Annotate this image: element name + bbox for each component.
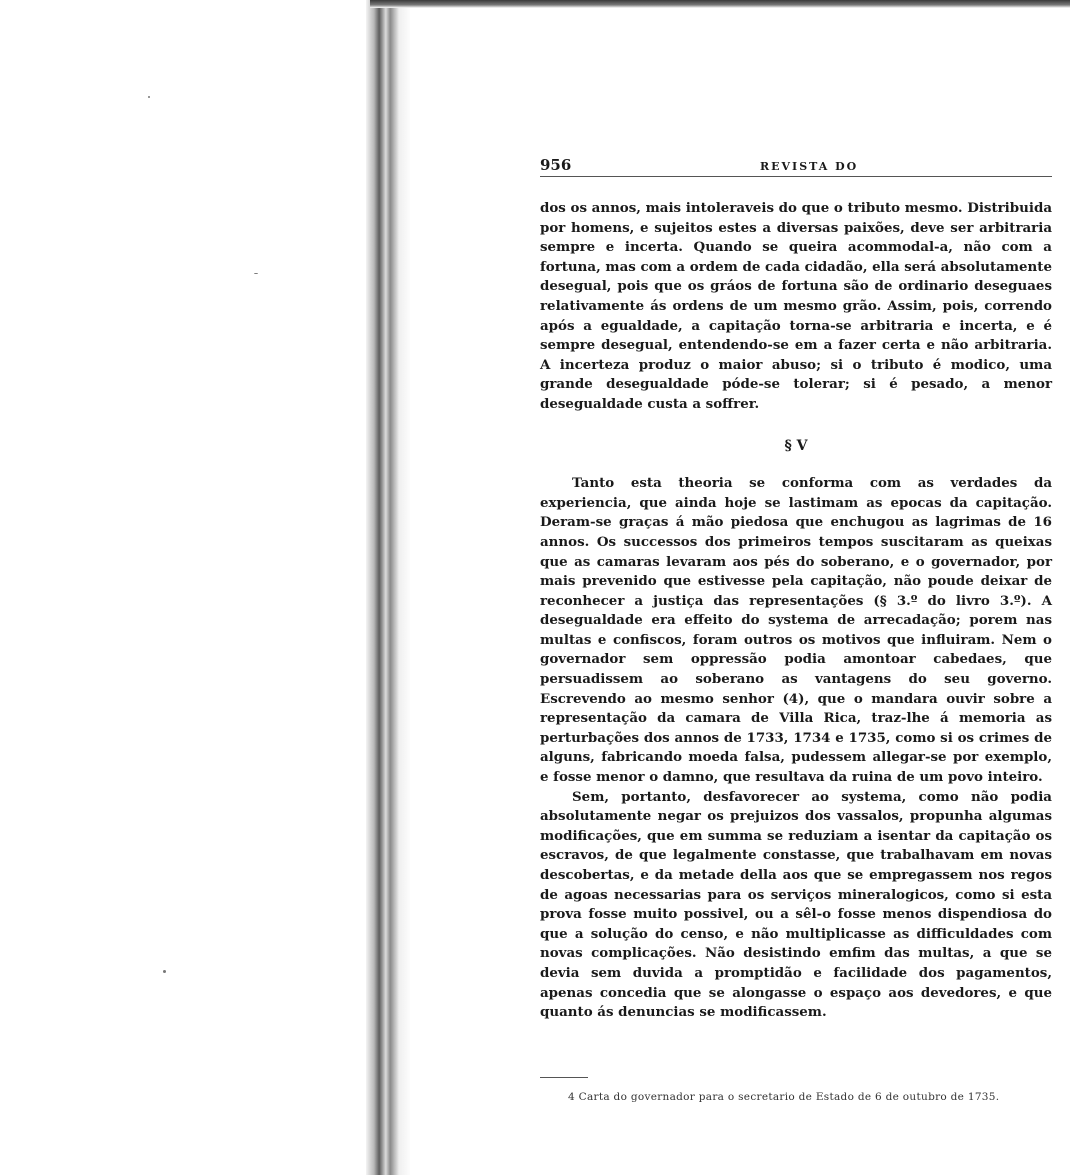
scan-top-edge	[370, 0, 1070, 8]
paragraph: Tanto esta theoria se conforma com as verdades da experiencia, que ainda hoje se lastimam as epocas da capitação. Deram-se graças á mão piedosa que enchugou as lagrimas de 16 annos. Os successos dos primeiros tempos suscitaram as queixas que as camaras levaram aos pés do soberano, e o governador, por mais prevenido que estivesse pela capitação, não poude deixar de reconhecer a justiça das representações (§ 3.º do livro 3.º). A desegualdade era effeito do systema de arrecadação; porem nas multas e confiscos, foram outros os motivos que influiram. Nem o governador sem oppressão podia amontoar cabedaes, que persuadissem ao soberano as vantagens do seu governo. Escrevendo ao mesmo senhor (4), que o mandara ouvir sobre a representação da camara de Villa Rica, traz-lhe á memoria as perturbações dos annos de 1733, 1734 e 1735, como si os crimes de alguns, fabricando moeda falsa, pudessem allegar-se por exemplo, e fosse menor o damno, que resultava da ruina de um povo inteiro.	[540, 475, 1052, 786]
paper-speck	[163, 970, 166, 973]
footnote: 4 Carta do governador para o secretario de Estado de 6 de outubro de 1735.	[568, 1090, 1000, 1103]
paper-speck	[254, 273, 258, 274]
body-text	[540, 199, 1052, 1023]
book-gutter	[366, 0, 410, 1175]
paper-speck	[148, 96, 150, 98]
page-number: 956	[540, 156, 572, 174]
paragraph-continued: dos os annos, mais intoleraveis do que o tributo mesmo. Distribuida por homens, e sujeitos estes a diversas paixões, deve ser arbitraria sempre e incerta. Quando se queira acommodal-a, não com a fortuna, mas com a ordem de cada cidadão, ella será absolutamente desegual, pois que os gráos de fortuna são de ordinario deseguaes relativamente ás ordens de um mesmo grão. Assim, pois, correndo após a egualdade, a capitação torna-se arbitraria e incerta, e é sempre desegual, entendendo-se em a fazer certa e não arbitraria. A incerteza produz o maior abuso; si o tributo é modico, uma grande desegualdade póde-se tolerar; si é pesado, a menor desegualdade custa a soffrer.	[540, 200, 1052, 412]
page-header	[540, 150, 1052, 177]
footnote-divider	[540, 1077, 588, 1078]
running-head: REVISTA DO	[760, 160, 859, 173]
book-page	[540, 150, 1052, 1105]
paragraph: Sem, portanto, desfavorecer ao systema, como não podia absolutamente negar os prejuizos dos vassalos, propunha algumas modificações, que em summa se reduziam a isentar da capitação os escravos, de que legalmente constasse, que trabalhavam em novas descobertas, e da metade della aos que se empregassem nos regos de agoas necessarias para os serviços mineralogicos, como si esta prova fosse muito possivel, ou a sêl-o fosse menos dispendiosa do que a solução do censo, e não multiplicasse as difficuldades com novas complicações. Não desistindo emfim das multas, a que se devia sem duvida a promptidão e facilidade dos pagamentos, apenas concedia que se alongasse o espaço aos devedores, e que quanto ás denuncias se modificassem.	[540, 788, 1052, 1021]
section-heading: § V	[784, 437, 808, 454]
facing-page-blank	[0, 0, 370, 1175]
